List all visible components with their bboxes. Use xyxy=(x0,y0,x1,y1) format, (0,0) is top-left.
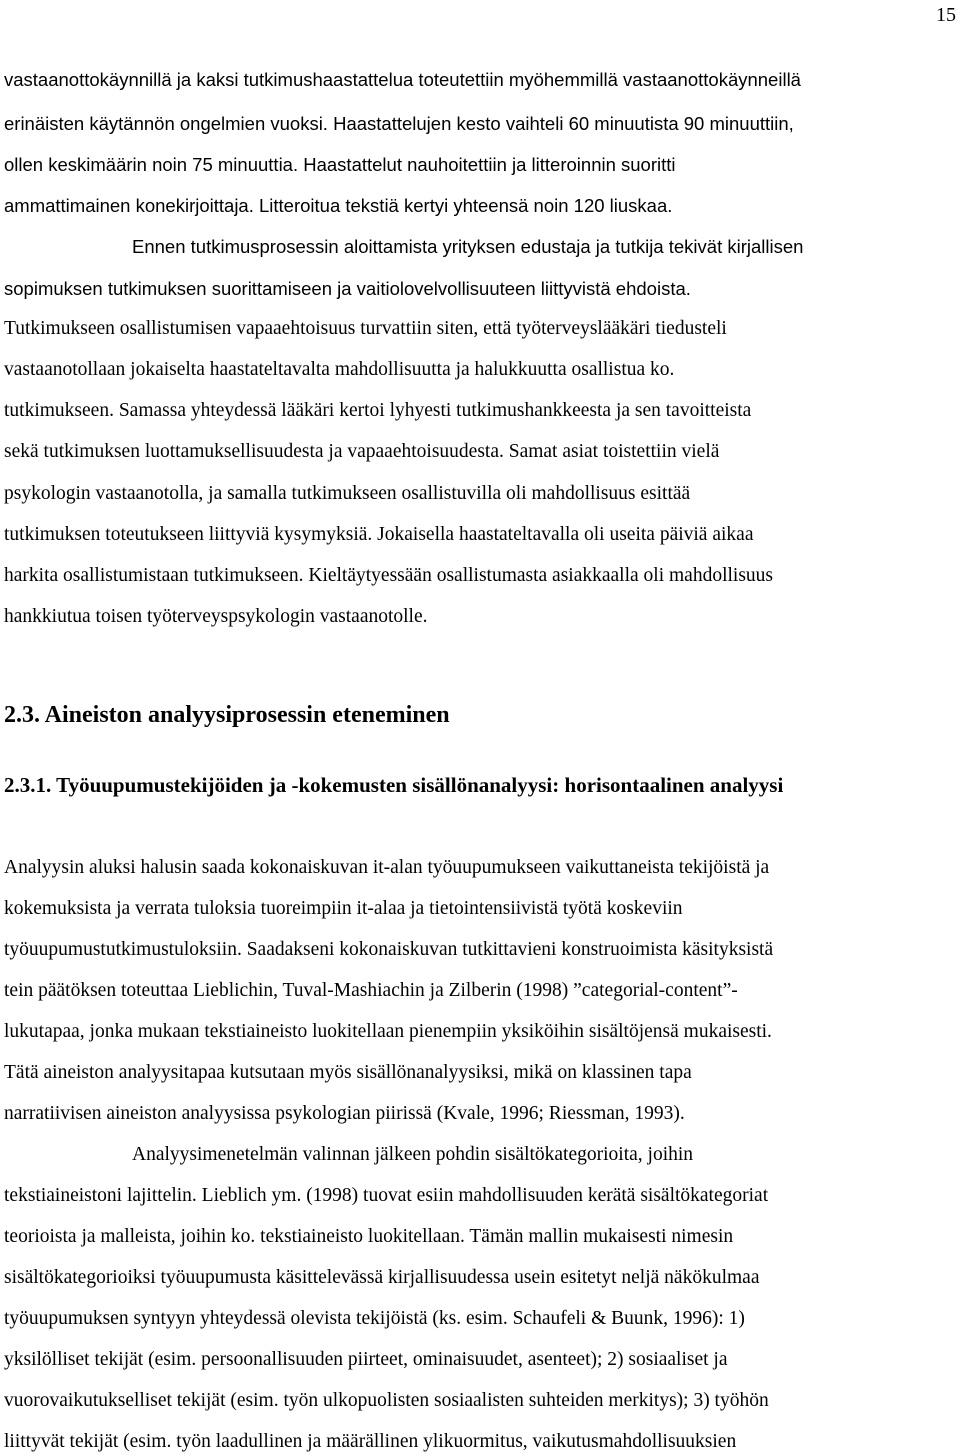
text-line: lukutapaa, jonka mukaan tekstiaineisto luokitellaan pienempiin yksiköihin sisältöjensä mukaisesti. xyxy=(4,1021,772,1042)
text-line: Analyysimenetelmän valinnan jälkeen pohdin sisältökategorioita, joihin xyxy=(132,1144,694,1165)
text-line: narratiivisen aineiston analyysissa psykologian piirissä (Kvale, 1996; Riessman, 1993). xyxy=(4,1103,685,1124)
text-line: vastaanotollaan jokaiselta haastateltavalta mahdollisuutta ja halukkuutta osallistua ko. xyxy=(4,359,675,380)
text-line: tekstiaineistoni lajittelin. Lieblich ym. (1998) tuovat esiin mahdollisuuden kerätä sisältökategoriat xyxy=(4,1185,769,1206)
text-line: sisältökategorioiksi työuupumusta käsittelevässä kirjallisuudessa usein esitetyt neljä näkökulmaa xyxy=(4,1267,760,1288)
text-line: sekä tutkimuksen luottamuksellisuudesta ja vapaaehtoisuudesta. Samat asiat toistettiin vielä xyxy=(4,441,720,462)
text-line: Tutkimukseen osallistumisen vapaaehtoisuus turvattiin siten, että työterveyslääkäri tiedusteli xyxy=(4,318,727,339)
text-line: hankkiutua toisen työterveyspsykologin vastaanotolle. xyxy=(4,606,428,627)
text-line: erinäisten käytännön ongelmien vuoksi. Haastattelujen kesto vaihteli 60 minuutista 90 minuuttiin, xyxy=(4,113,794,134)
text-line: tein päätöksen toteuttaa Lieblichin, Tuval-Mashiachin ja Zilberin (1998) ”categorial-content”- xyxy=(4,980,738,1001)
text-line: teorioista ja malleista, joihin ko. tekstiaineisto luokitellaan. Tämän mallin mukaisesti nimesin xyxy=(4,1226,734,1247)
text-line: harkita osallistumistaan tutkimukseen. Kieltäytyessään osallistumasta asiakkaalla oli mahdollisuus xyxy=(4,565,774,586)
text-line: kokemuksista ja verrata tuloksia tuoreimpiin it-alaa ja tietointensiivistä työtä koskeviin xyxy=(4,898,683,919)
text-line: ammattimainen konekirjoittaja. Litteroitua tekstiä kertyi yhteensä noin 120 liuskaa. xyxy=(4,195,673,216)
text-line: tutkimuksen toteutukseen liittyviä kysymyksiä. Jokaisella haastateltavalla oli useita päiviä aikaa xyxy=(4,524,754,545)
text-line: Analyysin aluksi halusin saada kokonaiskuvan it-alan työuupumukseen vaikuttaneista tekijöistä ja xyxy=(4,857,770,878)
text-line: vastaanottokäynnillä ja kaksi tutkimushaastattelua toteutettiin myöhemmillä vastaanottokäynneillä xyxy=(4,69,801,90)
text-line: vuorovaikutukselliset tekijät (esim. työn ulkopuolisten sosiaalisten suhteiden merkitys); 3) työhön xyxy=(4,1390,769,1411)
text-line: Tätä aineiston analyysitapaa kutsutaan myös sisällönanalyysiksi, mikä on klassinen tapa xyxy=(4,1062,692,1083)
text-line: työuupumuksen syntyyn yhteydessä olevista tekijöistä (ks. esim. Schaufeli & Buunk, 1996): 1) xyxy=(4,1308,745,1329)
subsection-heading: 2.3.1. Työuupumustekijöiden ja -kokemusten sisällönanalyysi: horisontaalinen analyysi xyxy=(4,773,784,797)
text-line: sopimuksen tutkimuksen suorittamiseen ja vaitiolovelvollisuuteen liittyvistä ehdoista. xyxy=(4,278,691,299)
text-line: yksilölliset tekijät (esim. persoonallisuuden piirteet, ominaisuudet, asenteet); 2) sosiaaliset ja xyxy=(4,1349,728,1370)
text-line: psykologin vastaanotolla, ja samalla tutkimukseen osallistuvilla oli mahdollisuus esittää xyxy=(4,483,691,504)
text-line: Ennen tutkimusprosessin aloittamista yrityksen edustaja ja tutkija tekivät kirjallisen xyxy=(132,236,804,257)
text-line: liittyvät tekijät (esim. työn laadullinen ja määrällinen ylikuormitus, vaikutusmahdollisuuksien xyxy=(4,1431,737,1452)
section-heading: 2.3. Aineiston analyysiprosessin eteneminen xyxy=(4,702,450,728)
text-line: työuupumustutkimustuloksiin. Saadakseni kokonaiskuvan tutkittavieni konstruoimista käsityksistä xyxy=(4,939,774,960)
page-number: 15 xyxy=(936,4,956,26)
text-line: ollen keskimäärin noin 75 minuuttia. Haastattelut nauhoitettiin ja litteroinnin suoritti xyxy=(4,154,676,175)
text-line: tutkimukseen. Samassa yhteydessä lääkäri kertoi lyhyesti tutkimushankkeesta ja sen tavoitteista xyxy=(4,400,752,421)
